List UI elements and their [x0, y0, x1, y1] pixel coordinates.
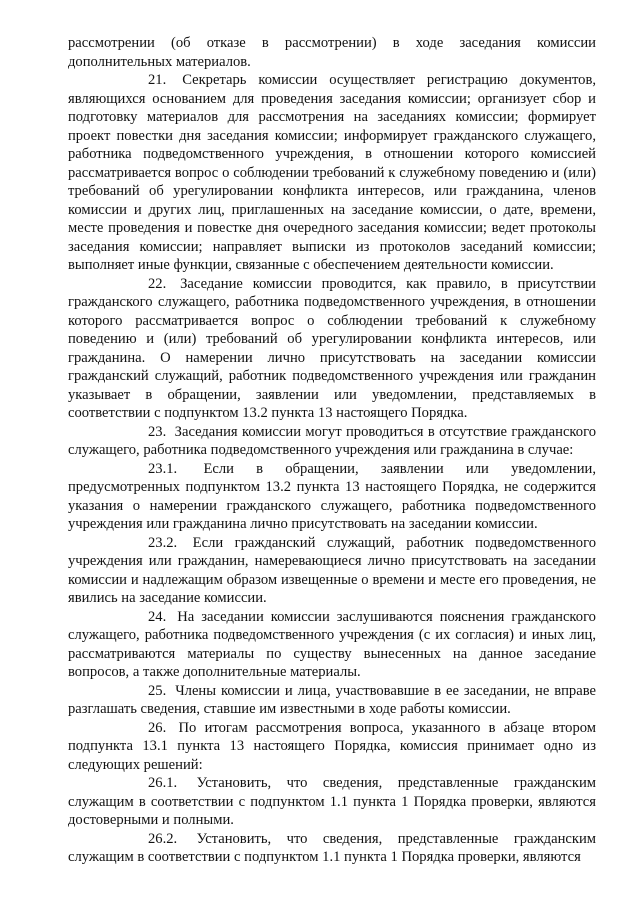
paragraph-continuation — [68, 34, 596, 71]
paragraph-text: Секретарь комиссии осуществляет регистрацию документов, являющихся основанием для проведения заседания комиссии; организует сбор и подготовку материалов для рассмотрения на заседаниях комиссии; формирует проект повестки дня заседания комиссии; информирует гражданского служащего, работника подведомственного учреждения, в отношении которого комиссией рассматривается вопрос о соблюдении требований к служебному поведению и (или) требований об урегулировании конфликта интересов, или гражданина, членов комиссии и других лиц, приглашенных на заседание комиссии, о дате, времени, месте проведения и повестке дня очередного заседания комиссии; ведет протоколы заседания комиссии; направляет выписки из протоколов заседаний комиссии; выполняет иные функции, связанные с обеспечением деятельности комиссии. — [68, 72, 596, 273]
paragraph-number: 21. — [148, 72, 167, 88]
paragraph-text: Установить, что сведения, представленные гражданским служащим в соответствии с подпунктом 1.1 пункта 1 Порядка проверки, являются — [68, 830, 596, 865]
paragraph-23-2 — [68, 534, 596, 608]
paragraph-number: 23. — [148, 423, 167, 440]
paragraph-text: На заседании комиссии заслушиваются пояснения гражданского служащего, работника подведомственного учреждения (с их согласия) и иных лиц, рассматриваются материалы по существу вынесенных на данное заседание вопросов, а также дополнительные материалы. — [68, 608, 596, 680]
paragraph-text: По итогам рассмотрения вопроса, указанного в абзаце втором подпункта 13.1 пункта 13 настоящего Порядка, комиссия принимает одно из следующих решений: — [68, 719, 596, 773]
paragraph-text: Если гражданский служащий, работник подведомственного учреждения или гражданин, намеревающиеся лично присутствовать на заседании комиссии и надлежащим образом извещенные о времени и месте его проведения, не явились на заседание комиссии. — [68, 534, 596, 606]
paragraph-24 — [68, 608, 596, 682]
paragraph-22 — [68, 275, 596, 423]
paragraph-number: 23.1. — [148, 460, 178, 477]
paragraph-text: Заседания комиссии могут проводиться в отсутствие гражданского служащего, работника подведомственного учреждения или гражданина в случае: — [68, 423, 596, 458]
paragraph-number: 24. — [148, 608, 167, 625]
paragraph-23-1 — [68, 460, 596, 534]
document-page — [68, 34, 596, 867]
paragraph-text: Члены комиссии и лица, участвовавшие в ее заседании, не вправе разглашать сведения, ставшие им известными в ходе работы комиссии. — [68, 682, 596, 717]
paragraph-number: 25. — [148, 682, 167, 699]
paragraph-26-1 — [68, 774, 596, 830]
paragraph-number: 23.2. — [148, 534, 178, 551]
paragraph-21 — [68, 71, 596, 275]
paragraph-26-2 — [68, 830, 596, 867]
paragraph-number: 26.2. — [148, 830, 178, 847]
paragraph-number: 22. — [148, 275, 167, 292]
paragraph-25 — [68, 682, 596, 719]
paragraph-text: Заседание комиссии проводится, как правило, в присутствии гражданского служащего, работника подведомственного учреждения, в отношении которого рассматривается вопрос о соблюдении требований к служебному поведению и (или) требований об урегулировании конфликта интересов, или гражданина. О намерении лично присутствовать на заседании комиссии гражданский служащий, работник подведомственного учреждения или гражданин указывает в обращении, заявлении или уведомлении, представляемых в соответствии с подпунктом 13.2 пункта 13 настоящего Порядка. — [68, 275, 596, 421]
paragraph-number: 26.1. — [148, 775, 178, 791]
paragraph-text: Установить, что сведения, представленные гражданским служащим в соответствии с подпунктом 1.1 пункта 1 Порядка проверки, являются достоверными и полными. — [68, 775, 596, 828]
paragraph-number: 26. — [148, 719, 167, 736]
paragraph-23 — [68, 423, 596, 460]
paragraph-text: рассмотрении (об отказе в рассмотрении) в ходе заседания комиссии дополнительных материалов. — [68, 35, 596, 70]
paragraph-26 — [68, 719, 596, 775]
paragraph-text: Если в обращении, заявлении или уведомлении, предусмотренных подпунктом 13.2 пункта 13 настоящего Порядка, не содержится указания о намерении гражданского служащего, работника подведомственного учреждения или гражданина лично присутствовать на заседании комиссии. — [68, 460, 596, 532]
